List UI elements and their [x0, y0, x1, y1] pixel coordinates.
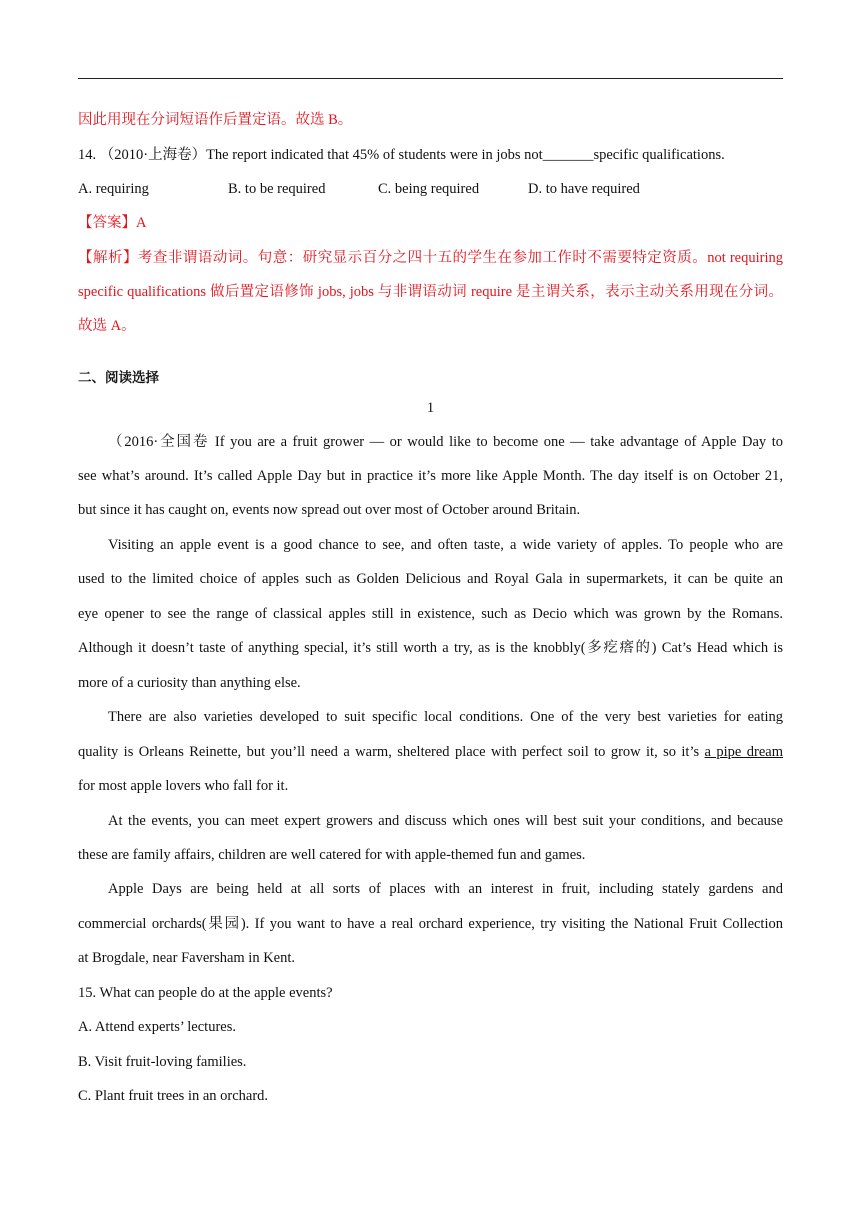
section-title: 二、阅读选择 — [78, 370, 159, 386]
passage-line: （2016·全国卷 If you are a fruit grower — or would like to become one — take advantage of Apple Day to — [108, 434, 783, 450]
question-14-options — [78, 179, 783, 199]
passage-line: see what’s around. It’s called Apple Day but in practice it’s more like Apple Month. The day itself is on October 21, — [78, 468, 783, 484]
question-15-option-c: C. Plant fruit trees in an orchard. — [78, 1088, 269, 1104]
passage-line: more of a curiosity than anything else. — [78, 675, 301, 691]
passage-line: eye opener to see the range of classical apples still in existence, such as Decio which was grown by the Romans. — [78, 606, 783, 622]
passage-line: At the events, you can meet expert growers and discuss which ones will best suit your conditions, and because — [108, 813, 783, 829]
analysis-line: 故选 A。 — [78, 318, 136, 334]
passage-line — [78, 742, 783, 762]
passage-line: There are also varieties developed to suit specific local conditions. One of the very best varieties for eating — [108, 709, 783, 725]
answer-14: 【答案】A — [78, 215, 147, 231]
passage-text: quality is Orleans Reinette, but you’ll need a warm, sheltered place with perfect soil to grow it, so it’s — [78, 744, 705, 760]
option-b: B. to be required — [228, 181, 326, 197]
passage-line: used to the limited choice of apples such as Golden Delicious and Royal Gala in supermarkets, it can be quite an — [78, 571, 783, 587]
passage-line: commercial orchards(果园). If you want to have a real orchard experience, try visiting the National Fruit Collection — [78, 916, 783, 932]
analysis-line: specific qualifications 做后置定语修饰 jobs, jobs 与非谓语动词 require 是主谓关系，表示主动关系用现在分词。 — [78, 284, 783, 300]
passage-number: 1 — [426, 400, 435, 416]
passage-line: for most apple lovers who fall for it. — [78, 778, 289, 794]
passage-line: but since it has caught on, events now spread out over most of October around Britain. — [78, 502, 581, 518]
passage-line: these are family affairs, children are well catered for with apple-themed fun and games. — [78, 847, 586, 863]
option-c: C. being required — [378, 181, 480, 197]
passage-line: Apple Days are being held at all sorts of places with an interest in fruit, including stately gardens and — [108, 881, 783, 897]
option-d: D. to have required — [528, 181, 640, 197]
question-14-stem: 14. （2010·上海卷）The report indicated that 45% of students were in jobs not_______specific qualifications. — [78, 147, 725, 163]
question-15-option-b: B. Visit fruit-loving families. — [78, 1054, 247, 1070]
analysis-line: 【解析】考查非谓语动词。句意：研究显示百分之四十五的学生在参加工作时不需要特定资质。not requiring — [78, 250, 783, 266]
option-a: A. requiring — [78, 181, 149, 197]
passage-line: at Brogdale, near Faversham in Kent. — [78, 950, 296, 966]
question-15-stem: 15. What can people do at the apple events? — [78, 985, 333, 1001]
question-15-option-a: A. Attend experts’ lectures. — [78, 1019, 236, 1035]
passage-line: Visiting an apple event is a good chance to see, and often taste, a wide variety of apples. To people who are — [108, 537, 783, 553]
passage-line: Although it doesn’t taste of anything special, it’s still worth a try, as is the knobbly(多疙瘩的) Cat’s Head which is — [78, 640, 783, 656]
header-rule — [78, 78, 783, 79]
previous-explanation-tail: 因此用现在分词短语作后置定语。故选 B。 — [78, 112, 353, 128]
underlined-phrase: a pipe dream — [704, 744, 783, 760]
